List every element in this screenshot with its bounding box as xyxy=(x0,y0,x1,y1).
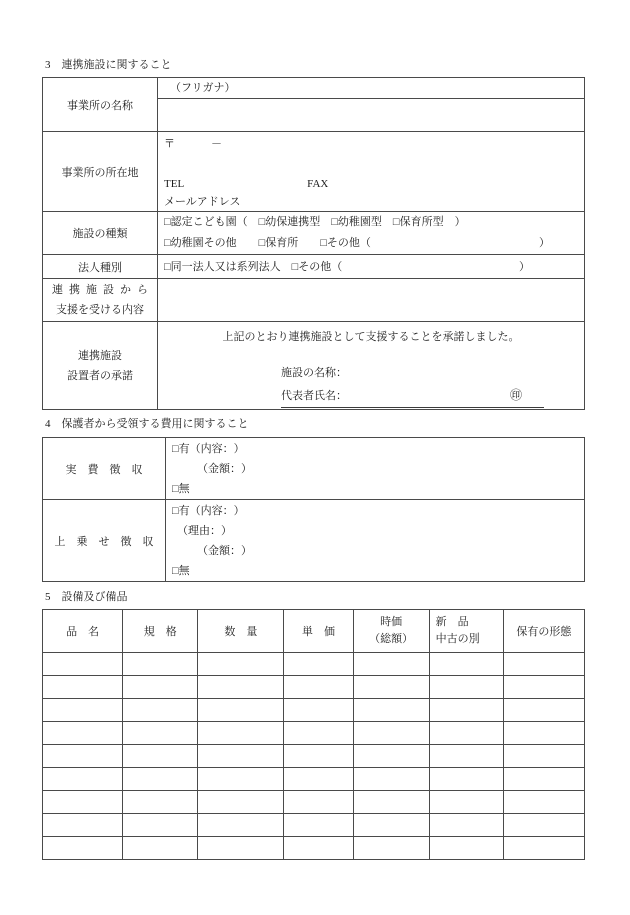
equipment-empty-cell xyxy=(198,676,284,699)
facility-name-label: 施設の名称： xyxy=(281,367,347,379)
actual-cost-label: 実 費 徴 収 xyxy=(43,438,166,500)
equipment-empty-cell xyxy=(284,745,353,768)
corp-type-options-cell xyxy=(158,255,585,279)
equipment-empty-cell xyxy=(503,745,584,768)
header-unit-price: 単 価 xyxy=(284,610,353,653)
tel-label: TEL xyxy=(164,177,185,190)
rep-name-label: 代表者氏名： xyxy=(281,390,347,402)
equipment-empty-cell xyxy=(353,722,429,745)
address-input-cell xyxy=(158,132,585,212)
equipment-empty-cell xyxy=(43,768,123,791)
equipment-empty-cell xyxy=(43,676,123,699)
equipment-empty-cell xyxy=(198,837,284,860)
equipment-empty-cell xyxy=(503,722,584,745)
facility-type-options-cell xyxy=(158,212,585,255)
close-paren: ） xyxy=(539,237,550,249)
equipment-empty-cell xyxy=(284,676,353,699)
equipment-empty-cell xyxy=(429,722,503,745)
equipment-empty-cell xyxy=(43,837,123,860)
equipment-empty-cell xyxy=(503,814,584,837)
equipment-empty-cell xyxy=(43,791,123,814)
header-quantity: 数 量 xyxy=(198,610,284,653)
equipment-empty-cell xyxy=(503,791,584,814)
equipment-empty-cell xyxy=(43,699,123,722)
equipment-empty-cell xyxy=(123,837,198,860)
equipment-empty-cell xyxy=(503,699,584,722)
header-new-used: 新 品 中古の別 xyxy=(429,610,503,653)
equipment-empty-cell xyxy=(198,814,284,837)
equipment-empty-cell xyxy=(429,791,503,814)
office-name-label: 事業所の名称 xyxy=(43,78,158,132)
equipment-empty-cell xyxy=(123,676,198,699)
equipment-empty-cell xyxy=(198,653,284,676)
equipment-empty-cell xyxy=(353,837,429,860)
equipment-empty-cell xyxy=(198,722,284,745)
postal-mark: 〒 xyxy=(164,137,175,150)
close-paren: ） xyxy=(241,463,252,475)
tel-fax-line xyxy=(158,175,584,193)
equipment-empty-cell xyxy=(198,745,284,768)
equipment-empty-cell xyxy=(503,768,584,791)
equipment-empty-cell xyxy=(353,814,429,837)
equipment-empty-cell xyxy=(284,837,353,860)
equipment-empty-row xyxy=(43,722,585,745)
equipment-empty-cell xyxy=(353,791,429,814)
header-item-name: 品 名 xyxy=(43,610,123,653)
section4-title: 4 保護者から受領する費用に関すること xyxy=(45,418,249,430)
close-paren: ） xyxy=(519,260,530,273)
actual-none-line: □無 xyxy=(172,483,190,495)
rep-name-line xyxy=(158,384,584,408)
equipment-empty-row xyxy=(43,791,585,814)
section3-title: 3 連携施設に関すること xyxy=(45,59,172,71)
facility-type-options-line2: □幼稚園その他 □保育所 □その他（ ） xyxy=(158,233,584,254)
fees-table xyxy=(42,437,585,582)
equipment-empty-cell xyxy=(198,699,284,722)
equipment-empty-cell xyxy=(123,699,198,722)
equipment-table xyxy=(42,609,585,860)
equipment-empty-row xyxy=(43,745,585,768)
equipment-empty-row xyxy=(43,699,585,722)
equipment-empty-cell xyxy=(123,768,198,791)
equipment-empty-cell xyxy=(284,722,353,745)
equipment-empty-cell xyxy=(284,768,353,791)
equipment-empty-cell xyxy=(284,814,353,837)
equipment-empty-row xyxy=(43,814,585,837)
equipment-empty-cell xyxy=(43,745,123,768)
equipment-empty-cell xyxy=(198,768,284,791)
equipment-empty-row xyxy=(43,676,585,699)
close-paren: ） xyxy=(233,505,245,517)
address-label: 事業所の所在地 xyxy=(43,132,158,212)
equipment-empty-cell xyxy=(429,745,503,768)
equipment-empty-row xyxy=(43,653,585,676)
equipment-empty-cell xyxy=(198,791,284,814)
equipment-empty-cell xyxy=(284,699,353,722)
support-content-label: 連携施設から 支援を受ける内容 xyxy=(43,279,158,322)
equipment-empty-cell xyxy=(353,699,429,722)
postal-dash: － xyxy=(211,137,222,150)
equipment-empty-cell xyxy=(429,676,503,699)
surcharge-has-line: □有（内容： ） xyxy=(166,501,584,521)
equipment-table-body xyxy=(43,653,585,860)
equipment-empty-cell xyxy=(43,814,123,837)
header-spec: 規 格 xyxy=(123,610,198,653)
close-paren: ） xyxy=(233,443,245,455)
furigana-label: （フリガナ） xyxy=(158,78,585,99)
surcharge-reason-line: （理由： ） xyxy=(166,521,584,541)
email-label: メールアドレス xyxy=(164,195,241,208)
equipment-empty-cell xyxy=(284,791,353,814)
equipment-empty-cell xyxy=(43,653,123,676)
fax-label: FAX xyxy=(307,177,329,190)
consent-content-cell xyxy=(158,322,585,410)
postal-line xyxy=(158,133,584,153)
close-paren: ） xyxy=(221,525,232,537)
surcharge-options-cell xyxy=(166,500,585,582)
equipment-empty-cell xyxy=(123,791,198,814)
actual-cost-options-cell xyxy=(166,438,585,500)
equipment-empty-row xyxy=(43,837,585,860)
equipment-empty-cell xyxy=(429,768,503,791)
facility-type-label: 施設の種類 xyxy=(43,212,158,255)
surcharge-amount-line: （金額： ） xyxy=(166,541,584,561)
partner-facility-table xyxy=(42,77,585,410)
actual-amount-line: （金額： ） xyxy=(166,459,584,479)
equipment-empty-cell xyxy=(123,722,198,745)
header-possession-form: 保有の形態 xyxy=(503,610,584,653)
equipment-empty-cell xyxy=(43,722,123,745)
close-paren: ） xyxy=(241,545,252,557)
surcharge-none-line: □無 xyxy=(172,565,190,577)
equipment-empty-cell xyxy=(429,837,503,860)
equipment-empty-cell xyxy=(353,745,429,768)
facility-type-options-line1: □認定こども園（ □幼保連携型 □幼稚園型 □保育所型 ） xyxy=(164,216,466,228)
consent-statement: 上記のとおり連携施設として支援することを承諾しました。 xyxy=(222,331,520,343)
consent-label: 連携施設 設置者の承諾 xyxy=(43,322,158,410)
actual-has-line: □有（内容： ） xyxy=(166,439,584,459)
equipment-empty-cell xyxy=(429,699,503,722)
seal-icon: ㊞ xyxy=(509,388,522,402)
header-market-value: 時価 （総額） xyxy=(353,610,429,653)
equipment-empty-row xyxy=(43,768,585,791)
support-content-input-cell xyxy=(158,279,585,322)
corp-type-label: 法人種別 xyxy=(43,255,158,279)
equipment-empty-cell xyxy=(353,653,429,676)
office-name-input-cell xyxy=(158,99,585,132)
surcharge-label: 上 乗 せ 徴 収 xyxy=(43,500,166,582)
equipment-empty-cell xyxy=(123,745,198,768)
equipment-empty-cell xyxy=(123,653,198,676)
equipment-empty-cell xyxy=(429,653,503,676)
equipment-empty-cell xyxy=(429,814,503,837)
equipment-empty-cell xyxy=(353,676,429,699)
section5-title: 5 設備及び備品 xyxy=(45,591,128,603)
equipment-empty-cell xyxy=(503,837,584,860)
equipment-empty-cell xyxy=(123,814,198,837)
equipment-empty-cell xyxy=(353,768,429,791)
corp-type-options-line: □同一法人又は系列法人 □その他（ ） xyxy=(158,257,584,277)
equipment-empty-cell xyxy=(503,653,584,676)
equipment-empty-cell xyxy=(284,653,353,676)
equipment-empty-cell xyxy=(503,676,584,699)
